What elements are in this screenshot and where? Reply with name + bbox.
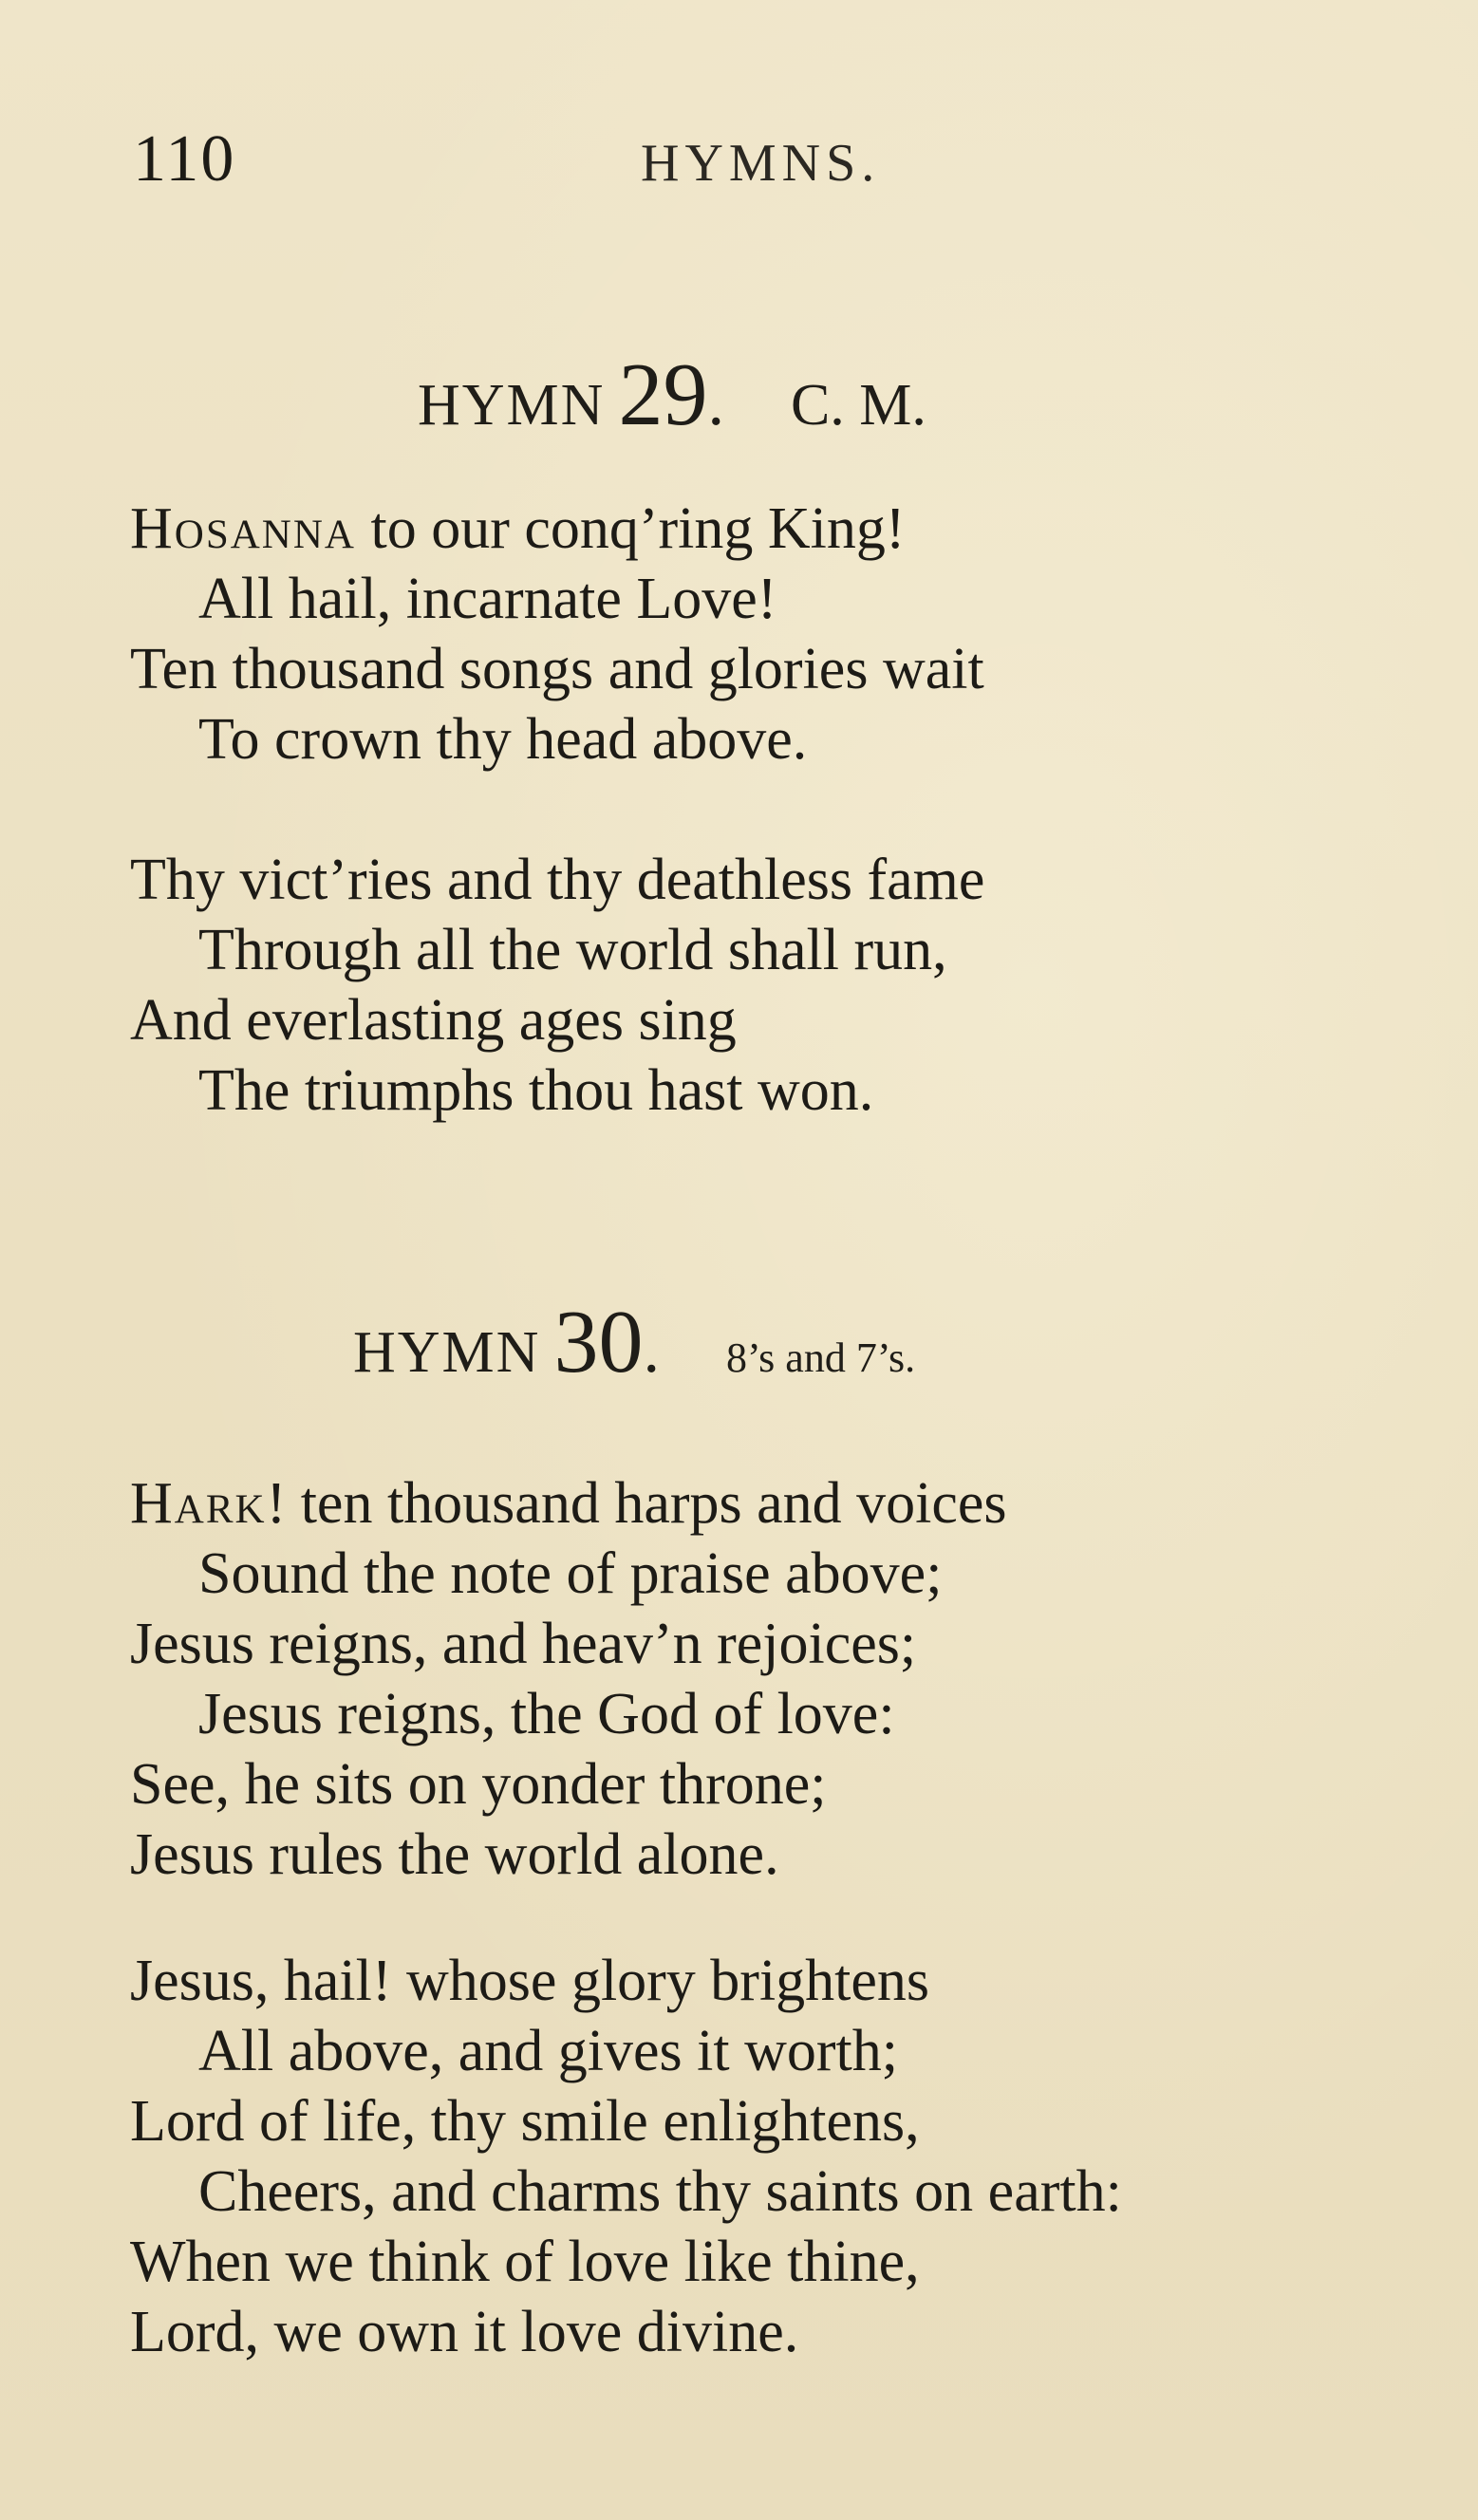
hymn-30-verse-1 (130, 1468, 1007, 1890)
verse-line: Lord, we own it love divine. (130, 2300, 799, 2364)
verse-line: Ten thousand songs and glories wait (130, 637, 984, 701)
hymn-number-dot: . (707, 366, 724, 439)
verse-line: Cheers, and charms thy saints on earth: (198, 2159, 1122, 2224)
verse-line-text: to our conq’ring King! (355, 496, 906, 561)
verse-line: All hail, incarnate Love! (198, 567, 777, 631)
verse-line-text: ! ten thousand harps and voices (266, 1471, 1007, 1536)
verse-line: All above, and gives it worth; (198, 2019, 898, 2083)
hymn-29-verse-1 (130, 494, 984, 775)
hymn-number-dot: . (643, 1314, 660, 1387)
verse-line: When we think of love like thine, (130, 2230, 920, 2294)
verse-lead-word: Hosanna (130, 496, 356, 561)
hymn-30-verse-2 (130, 1946, 1122, 2367)
running-title: HYMNS. (641, 134, 881, 193)
page-number: 110 (133, 122, 236, 196)
hymn-29-verse-2 (130, 845, 984, 1126)
verse-line: Sound the note of praise above; (198, 1541, 943, 1606)
hymn-label: HYMN (418, 373, 606, 438)
hymn-number: 29 (618, 345, 708, 444)
verse-line: And everlasting ages sing (130, 988, 737, 1053)
verse-line: Lord of life, thy smile enlightens, (130, 2089, 920, 2154)
verse-line: Jesus reigns, and heav’n rejoices; (130, 1612, 917, 1676)
verse-line: Jesus rules the world alone. (130, 1822, 779, 1887)
verse-line (130, 494, 984, 564)
verse-line: Jesus, hail! whose glory brightens (130, 1949, 930, 2013)
hymn-29-heading (418, 344, 926, 446)
hymn-meter: C. M. (790, 373, 926, 438)
hymn-30-heading (353, 1291, 915, 1393)
running-head (133, 121, 1367, 197)
verse-line (130, 1468, 1007, 1539)
hymn-label: HYMN (353, 1320, 541, 1385)
hymn-number: 30 (553, 1293, 644, 1391)
verse-line: The triumphs thou hast won. (198, 1058, 874, 1123)
verse-line: See, he sits on yonder throne; (130, 1752, 827, 1817)
verse-line: Through all the world shall run, (198, 918, 947, 982)
hymn-meter: 8’s and 7’s. (725, 1335, 916, 1381)
verse-line: Jesus reigns, the God of love: (198, 1682, 895, 1746)
verse-lead-word: Hark (130, 1471, 267, 1536)
verse-line: To crown thy head above. (198, 707, 808, 772)
verse-line: Thy vict’ries and thy deathless fame (130, 848, 985, 912)
